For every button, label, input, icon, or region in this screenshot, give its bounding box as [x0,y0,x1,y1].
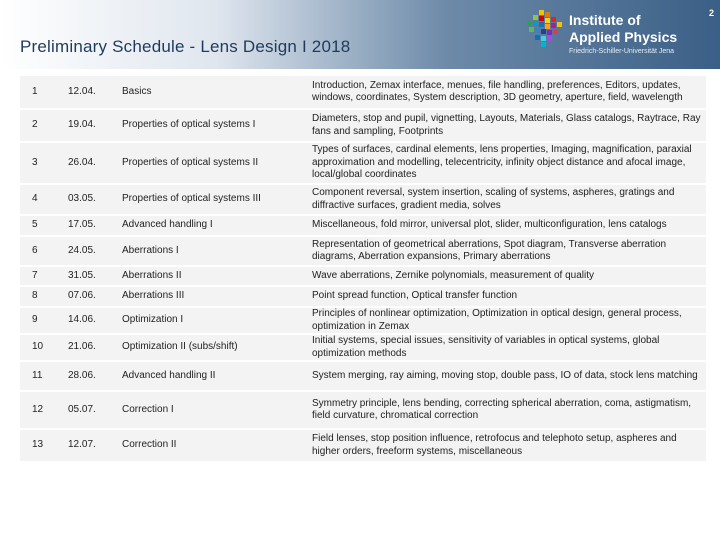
lecture-number: 4 [32,193,38,205]
table-row [20,429,706,462]
lecture-content: Diameters, stop and pupil, vignetting, Layouts, Materials, Glass catalogs, Raytrace, Ray fans and sampling, Footprints [312,113,701,137]
lecture-topic: Properties of optical systems III [122,193,261,205]
lecture-date: 12.07. [68,439,96,451]
table-row [20,215,706,236]
table-row [20,361,706,391]
lecture-content: Initial systems, special issues, sensitivity of variables in optical systems, global optimization methods [312,335,660,359]
lecture-topic: Optimization I [122,314,184,326]
lecture-number: 5 [32,219,38,231]
lecture-number: 6 [32,244,38,256]
institute-name-line1: Institute of [569,12,641,28]
table-row [20,307,706,334]
table-row [20,266,706,286]
lecture-topic: Aberrations II [122,269,182,281]
lecture-date: 12.04. [68,85,96,97]
lecture-topic: Advanced handling I [122,219,213,231]
lecture-number: 12 [32,403,44,415]
table-row [20,391,706,429]
lecture-date: 05.07. [68,403,96,415]
lecture-content: Introduction, Zemax interface, menues, file handling, preferences, Editors, updates, windows, coordinates, System description, 3D geometry, aperture, field, wavelength [312,79,683,103]
lecture-date: 31.05. [68,269,96,281]
lecture-content: Wave aberrations, Zernike polynomials, measurement of quality [312,269,594,281]
lecture-date: 26.04. [68,156,96,168]
lecture-number: 9 [32,314,38,326]
institute-name [569,12,677,57]
lecture-number: 7 [32,269,38,281]
table-row [20,334,706,361]
lecture-content: Field lenses, stop position influence, retrofocus and telephoto setup, aspheres and higher orders, freeform systems, miscellaneous [312,433,677,457]
lecture-number: 8 [32,290,38,302]
lecture-number: 13 [32,439,44,451]
lecture-content: Component reversal, system insertion, scaling of systems, aspheres, gratings and diffractive surfaces, gradient media, solves [312,187,675,211]
table-row [20,76,706,109]
lecture-date: 28.06. [68,369,96,381]
table-row [20,236,706,266]
lecture-date: 03.05. [68,193,96,205]
lecture-date: 17.05. [68,219,96,231]
slide-header [0,0,720,69]
table-row [20,109,706,142]
lecture-topic: Advanced handling II [122,369,216,381]
lecture-date: 19.04. [68,119,96,131]
lecture-content: Representation of geometrical aberrations, Spot diagram, Transverse aberration diagrams, Aberration expansions, Primary aberrations [312,238,667,262]
lecture-topic: Aberrations I [122,244,179,256]
lecture-date: 07.06. [68,290,96,302]
university-name: Friedrich-Schiller-Universität Jena [569,48,675,55]
lecture-content: Symmetry principle, lens bending, correcting spherical aberration, coma, astigmatism, field curvature, chromatical correction [312,397,692,421]
page-number: 2 [708,8,714,18]
lecture-content: System merging, ray aiming, moving stop, double pass, IO of data, stock lens matching [312,369,698,381]
lecture-number: 1 [32,85,38,97]
lecture-number: 3 [32,156,38,168]
page-title: Preliminary Schedule - Lens Design I 2018 [20,37,351,56]
lecture-content: Principles of nonlinear optimization, Optimization in optical design, general process, optimization in Zemax [312,308,682,332]
lecture-number: 2 [32,119,38,131]
lecture-topic: Properties of optical systems II [122,156,259,168]
lecture-date: 21.06. [68,341,96,353]
table-row [20,286,706,307]
lecture-content: Miscellaneous, fold mirror, universal plot, slider, multiconfiguration, lens catalogs [312,219,667,231]
institute-name-line2: Applied Physics [569,29,678,45]
lecture-number: 10 [32,341,44,353]
lecture-date: 24.05. [68,244,96,256]
lecture-topic: Correction II [122,439,177,451]
lecture-topic: Basics [122,85,152,97]
lecture-content: Point spread function, Optical transfer function [312,290,518,302]
lecture-number: 11 [32,369,43,381]
lecture-content: Types of surfaces, cardinal elements, lens properties, Imaging, magnification, paraxial approximation and modelling, telecentricity, infinity object distance and afocal image, local/global coordinates [312,144,692,181]
table-row [20,142,706,184]
lecture-topic: Properties of optical systems I [122,119,256,131]
lecture-topic: Correction I [122,403,174,415]
table-row [20,184,706,215]
lecture-topic: Optimization II (subs/shift) [122,341,238,353]
lecture-date: 14.06. [68,314,96,326]
lecture-topic: Aberrations III [122,290,185,302]
schedule-table [20,76,706,463]
